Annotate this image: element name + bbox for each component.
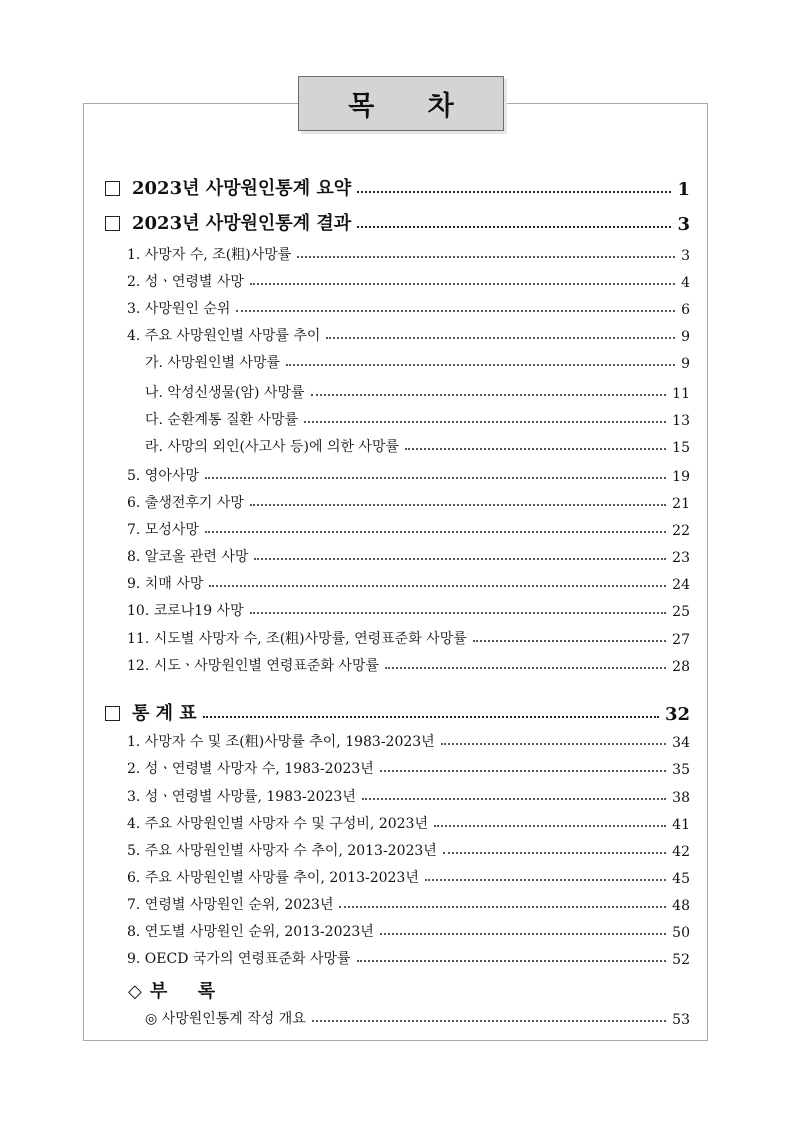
toc-item[interactable]	[105, 651, 690, 675]
leader-dots	[209, 585, 666, 587]
item-label: 가. 사망원인별 사망률	[145, 355, 281, 371]
item-label: 4. 주요 사망원인별 사망자 수 및 구성비, 2023년	[127, 816, 428, 832]
item-page: 52	[672, 952, 690, 968]
toc-item[interactable]	[105, 461, 690, 485]
leader-dots	[441, 743, 666, 745]
item-page: 13	[672, 413, 690, 429]
item-page: 11	[672, 386, 690, 402]
item-page: 53	[672, 1012, 690, 1028]
toc-item[interactable]	[105, 596, 690, 620]
toc-item[interactable]	[105, 515, 690, 539]
leader-dots	[250, 283, 675, 285]
toc-item[interactable]	[105, 542, 690, 566]
item-page: 41	[672, 817, 690, 833]
item-label: 9. 치매 사망	[127, 576, 204, 592]
toc-item[interactable]	[105, 890, 690, 914]
leader-dots	[304, 421, 666, 423]
toc-section-tables[interactable]	[105, 697, 690, 725]
toc-item[interactable]	[105, 321, 690, 345]
leader-dots	[297, 256, 675, 258]
leader-dots	[473, 640, 666, 642]
item-page: 23	[672, 550, 690, 566]
item-label: 5. 영아사망	[127, 468, 199, 484]
item-label: 8. 알코올 관련 사망	[127, 549, 249, 565]
item-page: 25	[672, 604, 690, 620]
item-page: 38	[672, 790, 690, 806]
leader-dots	[434, 825, 666, 827]
item-page: 24	[672, 577, 690, 593]
leader-dots	[357, 960, 667, 962]
checkbox-square-icon	[105, 181, 120, 196]
item-label: 6. 출생전후기 사망	[127, 495, 244, 511]
item-page: 48	[672, 898, 690, 914]
item-page: 21	[672, 496, 690, 512]
page-title: 목 차	[298, 76, 504, 131]
toc-subitem[interactable]	[105, 405, 690, 429]
item-label: 9. OECD 국가의 연령표준화 사망률	[127, 951, 351, 967]
item-label: 2. 성ㆍ연령별 사망	[127, 274, 244, 290]
leader-dots	[425, 879, 666, 881]
toc-item[interactable]	[105, 944, 690, 968]
leader-dots	[205, 477, 666, 479]
leader-dots	[286, 364, 675, 366]
item-page: 9	[681, 329, 690, 345]
section-label: 2023년 사망원인통계 결과	[132, 213, 352, 234]
item-label: 나. 악성신생물(암) 사망률	[145, 385, 305, 401]
item-label: ◎ 사망원인통계 작성 개요	[145, 1011, 306, 1027]
leader-dots	[312, 1020, 666, 1022]
item-label: 11. 시도별 사망자 수, 조(粗)사망률, 연령표준화 사망률	[127, 631, 467, 647]
item-page: 42	[672, 844, 690, 860]
item-page: 22	[672, 523, 690, 539]
leader-dots	[254, 558, 666, 560]
item-page: 50	[672, 925, 690, 941]
toc-item[interactable]	[105, 754, 690, 778]
leader-dots	[357, 226, 671, 228]
item-page: 4	[681, 275, 690, 291]
leader-dots	[203, 716, 659, 718]
diamond-icon: ◇	[128, 981, 142, 1002]
toc-item[interactable]	[105, 267, 690, 291]
toc-item[interactable]	[105, 727, 690, 751]
toc-appendix-item[interactable]	[105, 1004, 690, 1028]
leader-dots	[380, 770, 666, 772]
toc-section-summary[interactable]	[105, 172, 690, 200]
toc-item[interactable]	[105, 240, 690, 264]
item-label: 5. 주요 사망원인별 사망자 수 추이, 2013-2023년	[127, 843, 437, 859]
item-label: 다. 순환계통 질환 사망률	[145, 412, 299, 428]
toc-item[interactable]	[105, 569, 690, 593]
toc-subitem[interactable]	[105, 378, 690, 402]
toc-item[interactable]	[105, 809, 690, 833]
checkbox-square-icon	[105, 216, 120, 231]
item-label: 4. 주요 사망원인별 사망률 추이	[127, 328, 321, 344]
item-page: 45	[672, 871, 690, 887]
item-label: 1. 사망자 수 및 조(粗)사망률 추이, 1983-2023년	[127, 734, 435, 750]
item-page: 15	[672, 440, 690, 456]
leader-dots	[380, 933, 666, 935]
item-label: 8. 연도별 사망원인 순위, 2013-2023년	[127, 924, 374, 940]
toc-item[interactable]	[105, 782, 690, 806]
leader-dots	[205, 531, 666, 533]
section-page: 32	[664, 704, 690, 725]
leader-dots	[339, 906, 666, 908]
item-label: 7. 연령별 사망원인 순위, 2023년	[127, 897, 334, 913]
toc-subitem[interactable]	[105, 348, 690, 372]
item-page: 9	[681, 356, 690, 372]
leader-dots	[311, 394, 667, 396]
item-page: 34	[672, 735, 690, 751]
item-page: 6	[681, 302, 690, 318]
toc-item[interactable]	[105, 488, 690, 512]
item-page: 35	[672, 762, 690, 778]
section-label: 통 계 표	[132, 703, 197, 724]
item-label: 2. 성ㆍ연령별 사망자 수, 1983-2023년	[127, 761, 374, 777]
item-page: 3	[681, 248, 690, 264]
toc-subitem[interactable]	[105, 432, 690, 456]
leader-dots	[357, 191, 671, 193]
item-label: 3. 성ㆍ연령별 사망률, 1983-2023년	[127, 789, 356, 805]
item-page: 28	[672, 659, 690, 675]
toc-item[interactable]	[105, 624, 690, 648]
item-label: 1. 사망자 수, 조(粗)사망률	[127, 247, 292, 263]
item-label: 10. 코로나19 사망	[127, 603, 244, 619]
item-page: 27	[672, 632, 690, 648]
item-label: 12. 시도ㆍ사망원인별 연령표준화 사망률	[127, 658, 379, 674]
leader-dots	[385, 667, 666, 669]
leader-dots	[443, 852, 666, 854]
section-label: 2023년 사망원인통계 요약	[132, 178, 352, 199]
item-label: 라. 사망의 외인(사고사 등)에 의한 사망률	[145, 439, 400, 455]
toc-section-results[interactable]	[105, 207, 690, 235]
item-label: 7. 모성사망	[127, 522, 199, 538]
toc-item[interactable]	[105, 294, 690, 318]
leader-dots	[326, 337, 675, 339]
appendix-heading	[128, 977, 221, 1003]
appendix-title: 부 록	[149, 981, 222, 1002]
leader-dots	[236, 310, 675, 312]
section-page: 1	[677, 179, 690, 200]
section-page: 3	[677, 214, 690, 235]
item-label: 6. 주요 사망원인별 사망률 추이, 2013-2023년	[127, 870, 419, 886]
item-page: 19	[672, 469, 690, 485]
toc-item[interactable]	[105, 863, 690, 887]
leader-dots	[250, 612, 667, 614]
leader-dots	[405, 448, 666, 450]
item-label: 3. 사망원인 순위	[127, 301, 231, 317]
checkbox-square-icon	[105, 706, 120, 721]
leader-dots	[250, 504, 666, 506]
toc-item[interactable]	[105, 836, 690, 860]
leader-dots	[362, 798, 666, 800]
toc-item[interactable]	[105, 917, 690, 941]
